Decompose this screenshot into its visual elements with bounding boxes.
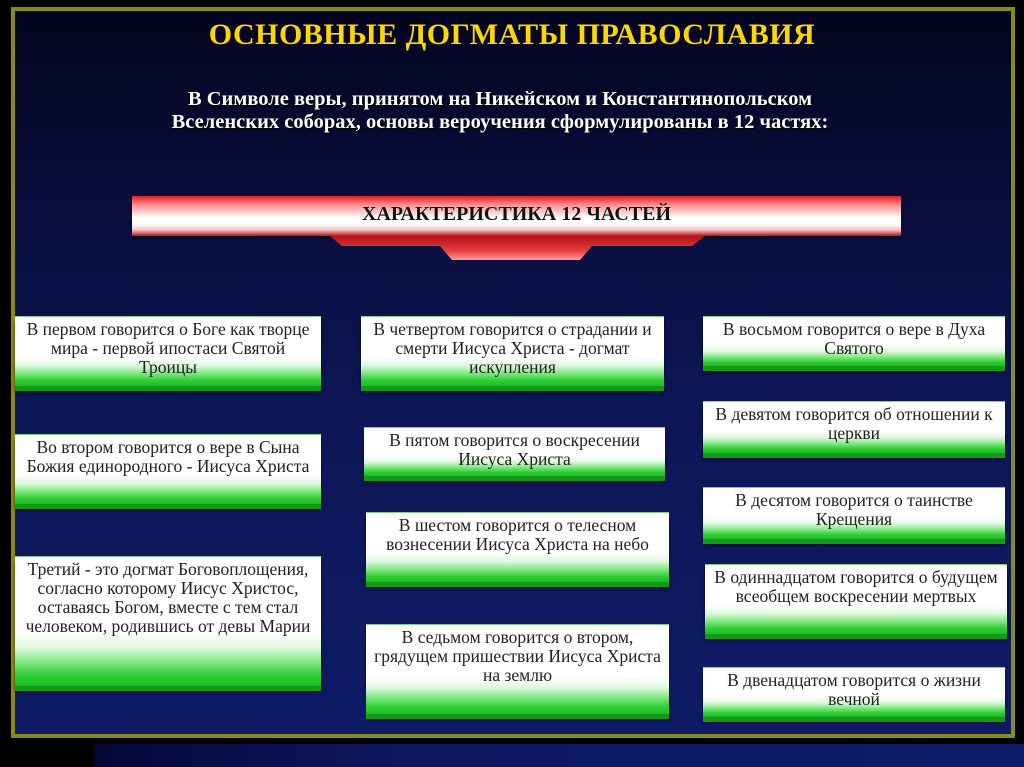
part-12-box: В двенадцатом говорится о жизни вечной <box>703 667 1005 717</box>
part-6-box: В шестом говорится о телесном вознесении Иисуса Христа на небо <box>366 512 669 582</box>
bottom-strip <box>0 744 1024 767</box>
header-banner <box>132 196 901 236</box>
intro-line-2: Вселенских соборах, основы вероучения сформулированы в 12 частях: <box>171 111 829 133</box>
part-11-box: В одиннадцатом говорится о будущем всеобщем воскресении мертвых <box>705 564 1007 634</box>
intro-line-1: В Символе веры, принятом на Никейском и Константинопольском <box>187 88 813 110</box>
part-5-box: В пятом говорится о воскресении Иисуса Христа <box>364 427 665 476</box>
part-10-box: В десятом говорится о таинстве Крещения <box>703 487 1005 539</box>
part-7-box: В седьмом говорится о втором, грядущем пришествии Иисуса Христа на землю <box>366 624 669 714</box>
intro-text <box>60 88 940 134</box>
slide-title: ОСНОВНЫЕ ДОГМАТЫ ПРАВОСЛАВИЯ <box>208 18 816 51</box>
part-3-box: Третий - это догмат Боговоплощения, согласно которому Иисус Христос, оставаясь Богом, вместе с тем стал человеком, родившись от девы Марии <box>15 556 321 686</box>
part-1-box: В первом говорится о Боге как творце мира - первой ипостаси Святой Троицы <box>15 316 321 386</box>
part-4-box: В четвертом говорится о страдании и смерти Иисуса Христа - догмат искупления <box>361 316 664 386</box>
header-banner-arrow <box>330 236 705 260</box>
part-8-box: В восьмом говорится о вере в Духа Святого <box>703 316 1005 366</box>
header-banner-label: ХАРАКТЕРИСТИКА 12 ЧАСТЕЙ <box>361 203 672 225</box>
part-2-box: Во втором говорится о вере в Сына Божия единородного - Иисуса Христа <box>15 434 321 504</box>
part-9-box: В девятом говорится об отношении к церкви <box>703 401 1005 453</box>
